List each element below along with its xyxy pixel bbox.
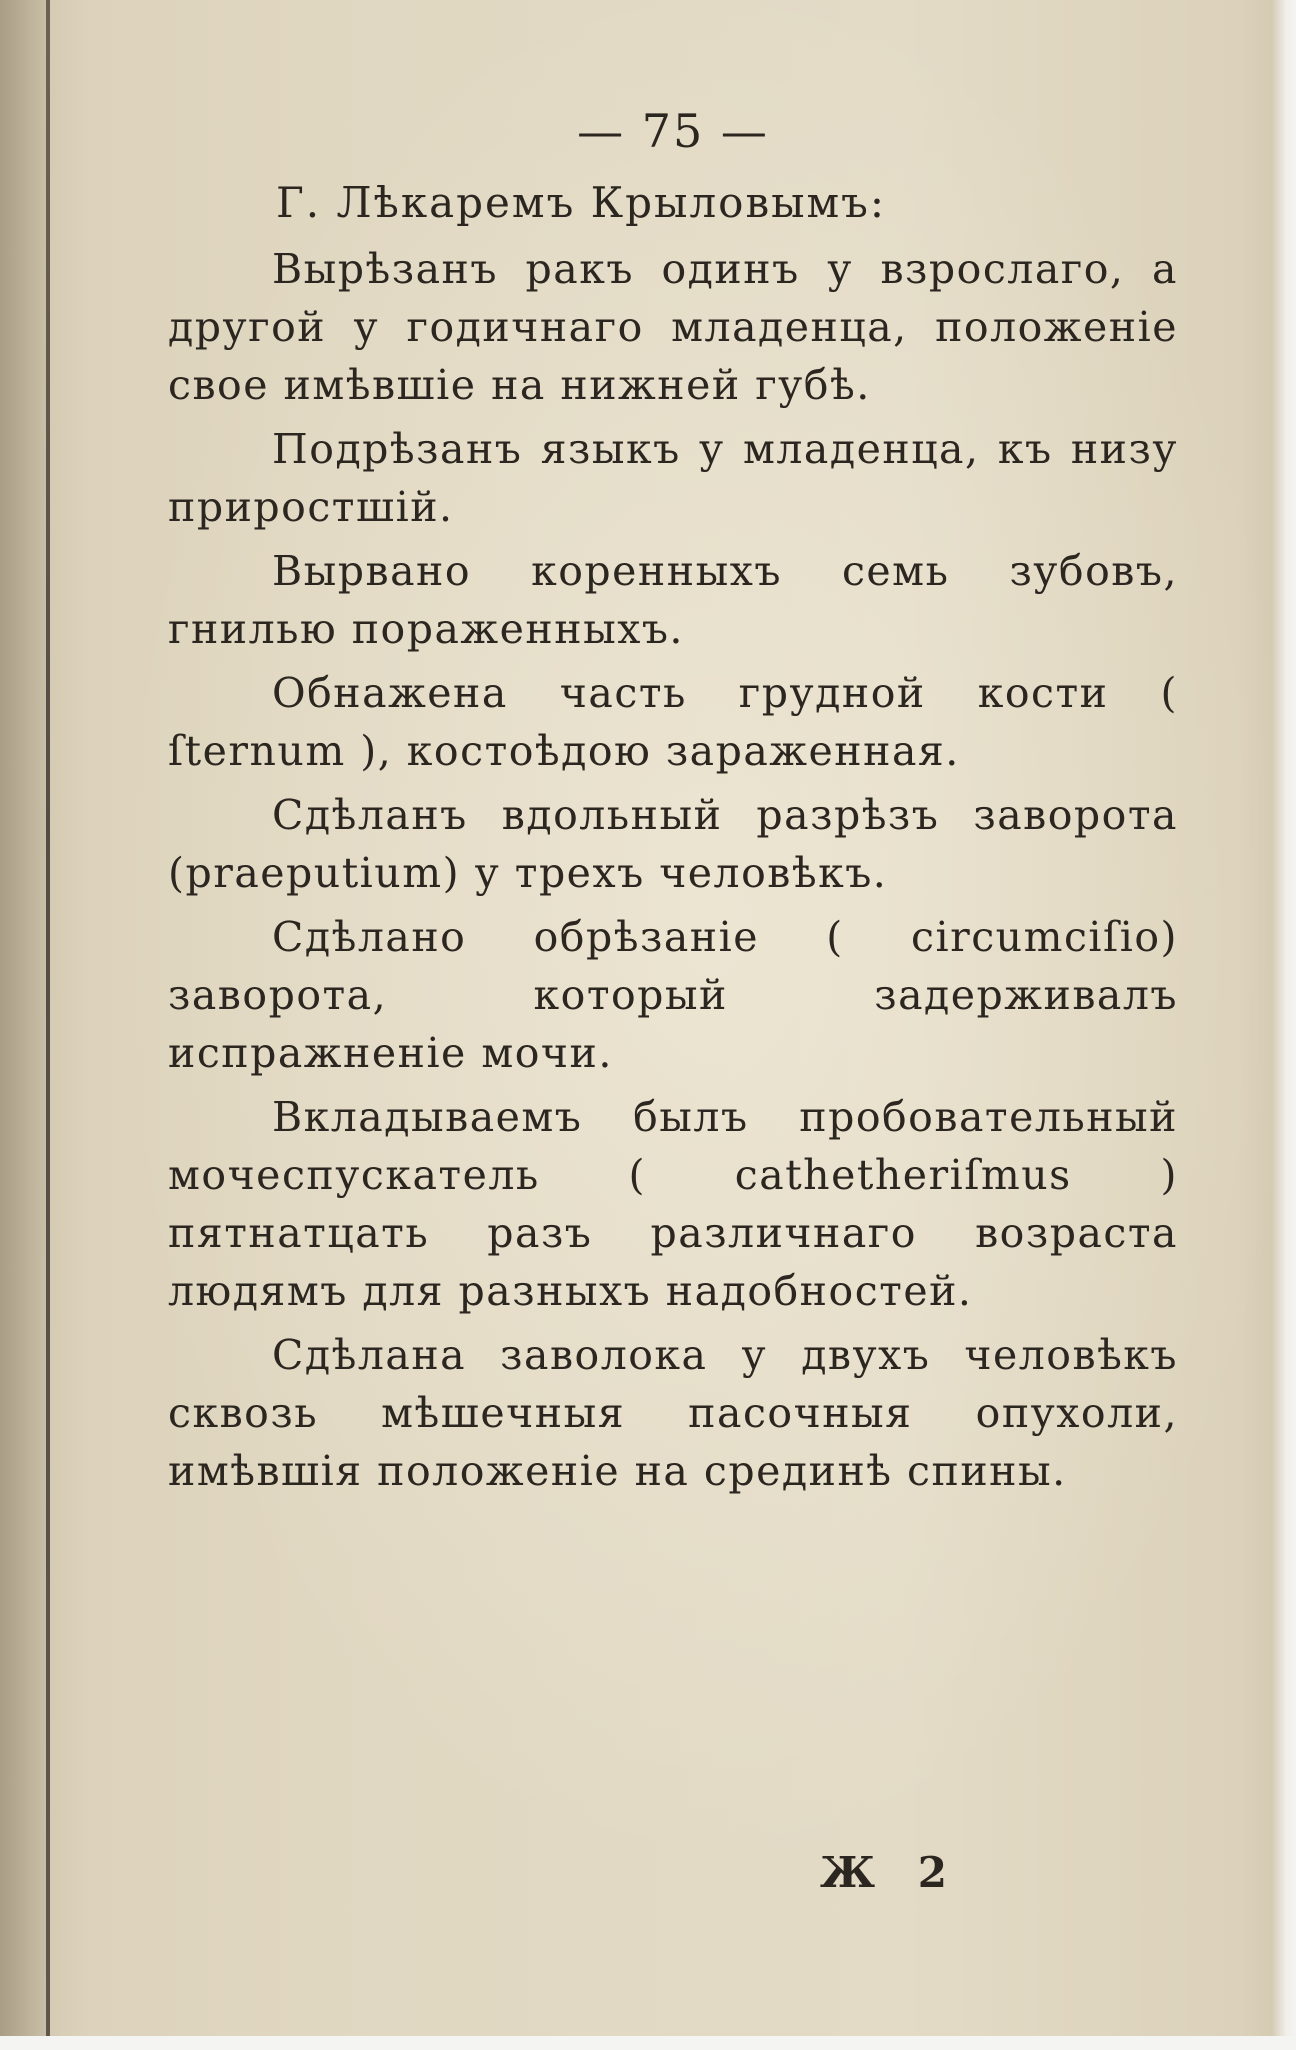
paragraph-sternum: Обнажена часть грудной кости ( ſternum ), костоѣдою зараженная. (168, 669, 1178, 775)
signature-mark: Ж 2 (820, 1848, 961, 1897)
paragraph-cancer-removal: Вырѣзанъ ракъ одинъ у взрослаго, а другой у годичнаго младенца, положеніе свое имѣвшіе на нижней губѣ. (168, 245, 1178, 409)
paragraph-seton: Сдѣлана заволока у двухъ человѣкъ сквозь мѣшечныя пасочныя опухоли, имѣвшія положеніе на срединѣ спины. (168, 1331, 1178, 1495)
paragraph-praeputium: Сдѣланъ вдольный разрѣзъ заворота (praeputium) у трехъ человѣкъ. (168, 791, 1178, 897)
section-heading: Г. Лѣкаремъ Крыловымъ: (276, 178, 887, 227)
paragraph-teeth: Вырвано коренныхъ семь зубовъ, гнилью пораженныхъ. (168, 547, 1178, 653)
page-number: — 75 — (577, 104, 769, 158)
paragraph-catheterism: Вкладываемъ былъ пробовательный мочеспускатель ( cathetheriſmus ) пятнатцать разъ различнаго возраста людямъ для разныхъ надобностей. (168, 1093, 1178, 1315)
paragraph-tongue: Подрѣзанъ языкъ у младенца, къ низу приростшій. (168, 425, 1178, 531)
page-right-edge (1272, 0, 1296, 2050)
page-bottom-edge (0, 2036, 1296, 2050)
binding-edge (46, 0, 50, 2050)
text-column (168, 96, 1178, 1506)
binding-gutter (0, 0, 46, 2050)
paragraph-circumcision: Сдѣлано обрѣзаніе ( circumciſio) заворота, который задерживалъ испражненіе мочи. (168, 913, 1178, 1077)
